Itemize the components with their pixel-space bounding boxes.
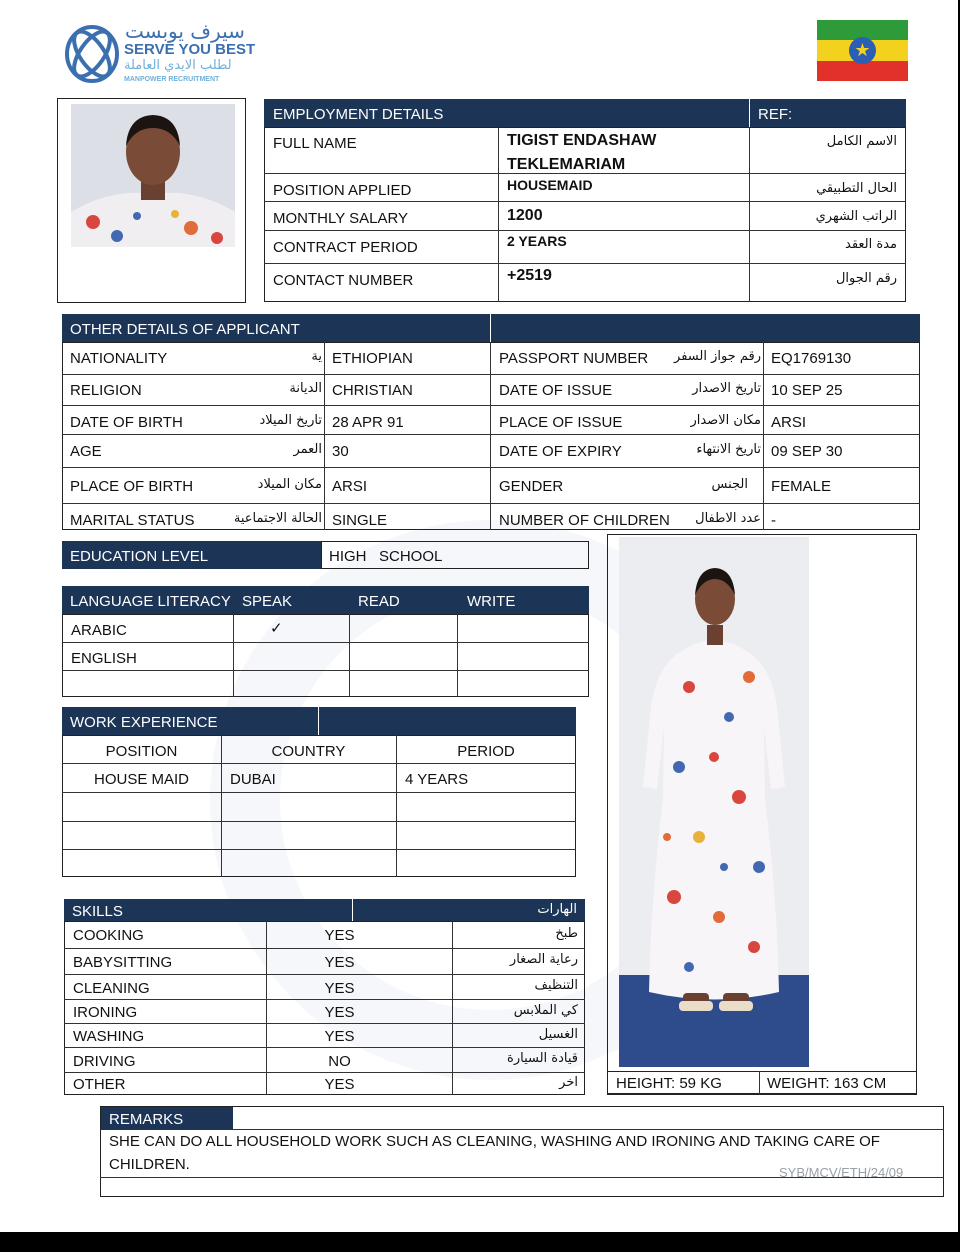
- position-value: HOUSEMAID: [507, 177, 593, 193]
- religion-label: RELIGION: [70, 382, 142, 399]
- marital-arabic: الحالة الاجتماعية: [233, 511, 322, 526]
- language-col-read: READ: [358, 593, 400, 610]
- remarks-title: REMARKS: [109, 1111, 184, 1128]
- full-body-photo: [619, 537, 809, 1067]
- gender-label: GENDER: [499, 478, 564, 495]
- skill-other-arabic: اخر: [559, 1075, 578, 1090]
- skill-driving: DRIVING: [73, 1053, 136, 1070]
- language-col-lang: LANGUAGE LITERACY: [70, 593, 231, 610]
- contract-value: 2 YEARS: [507, 233, 567, 249]
- language-english: ENGLISH: [71, 650, 137, 667]
- nationality-arabic: ية: [311, 349, 322, 364]
- work-col-period: PERIOD: [457, 743, 515, 760]
- gender-value: FEMALE: [771, 478, 832, 495]
- salary-label: MONTHLY SALARY: [273, 210, 409, 227]
- work-col-country: COUNTRY: [271, 743, 346, 760]
- religion-arabic: الديانة: [289, 381, 322, 396]
- remarks-box: [100, 1106, 944, 1197]
- employment-title: EMPLOYMENT DETAILS: [273, 106, 444, 123]
- issue-place-label: PLACE OF ISSUE: [499, 414, 623, 431]
- pob-label: PLACE OF BIRTH: [70, 478, 194, 495]
- contact-value: +2519: [507, 267, 552, 284]
- contact-label: CONTACT NUMBER: [273, 272, 414, 289]
- work-col-position: POSITION: [105, 743, 178, 760]
- language-table: [62, 614, 589, 697]
- skill-cleaning: CLEANING: [73, 980, 150, 997]
- children-value: -: [771, 512, 776, 529]
- logo-arabic-sub: لطلب الايدي العاملة: [124, 58, 232, 73]
- employment-header: [264, 99, 906, 127]
- skill-babysitting-arabic: رعاية الصغار: [509, 952, 578, 967]
- skill-washing-value: YES: [324, 1028, 355, 1045]
- logo-sub: MANPOWER RECRUITMENT: [124, 76, 220, 83]
- passport-value: EQ1769130: [771, 350, 852, 367]
- expiry-value: 09 SEP 30: [771, 443, 843, 460]
- skill-ironing: IRONING: [73, 1004, 138, 1021]
- issue-place-arabic: مكان الاصدار: [690, 413, 761, 428]
- issue-date-label: DATE OF ISSUE: [499, 382, 613, 399]
- work-row-country: DUBAI: [230, 771, 276, 788]
- skill-cooking-arabic: طبخ: [555, 926, 578, 941]
- expiry-label: DATE OF EXPIRY: [499, 443, 622, 460]
- skill-driving-arabic: قيادة السيارة: [507, 1051, 578, 1066]
- children-arabic: عدد الاطفال: [695, 511, 761, 526]
- children-label: NUMBER OF CHILDREN: [499, 512, 670, 529]
- company-logo-icon: [62, 22, 122, 86]
- pob-arabic: مكان الميلاد: [257, 477, 322, 492]
- remarks-line1: SHE CAN DO ALL HOUSEHOLD WORK SUCH AS CLEANING, WASHING AND IRONING AND TAKING CARE OF: [109, 1133, 880, 1150]
- skill-washing-arabic: الغسيل: [538, 1027, 578, 1042]
- full-name-label: FULL NAME: [273, 135, 357, 152]
- skill-cleaning-arabic: التنظيف: [534, 978, 578, 993]
- issue-place-value: ARSI: [771, 414, 807, 431]
- work-title: WORK EXPERIENCE: [70, 714, 218, 731]
- skills-title-arabic: الهارات: [537, 902, 577, 917]
- skill-washing: WASHING: [73, 1028, 145, 1045]
- skill-driving-value: NO: [328, 1053, 351, 1070]
- work-header: [62, 707, 576, 735]
- position-arabic: الحال التطبيقي: [816, 181, 897, 196]
- work-row-period: 4 YEARS: [405, 771, 469, 788]
- full-name-value-line1: TIGIST ENDASHAW: [507, 132, 657, 149]
- gender-arabic: الجنس: [711, 477, 748, 492]
- skills-header: [64, 899, 585, 921]
- profile-photo: [71, 104, 235, 247]
- education-title: EDUCATION LEVEL: [70, 548, 209, 565]
- skill-cooking: COOKING: [73, 927, 144, 944]
- dob-value: 28 APR 91: [332, 414, 404, 431]
- full-name-arabic: الاسم الكامل: [826, 134, 897, 149]
- skill-babysitting: BABYSITTING: [73, 954, 173, 971]
- language-arabic-speak-check: ✓: [270, 620, 283, 637]
- skill-ironing-value: YES: [324, 1004, 355, 1021]
- height-value: HEIGHT: 59 KG: [616, 1075, 722, 1092]
- nationality-label: NATIONALITY: [70, 350, 168, 367]
- logo-arabic: سيرف يوبست: [125, 19, 245, 43]
- language-col-write: WRITE: [467, 593, 516, 610]
- dob-label: DATE OF BIRTH: [70, 414, 183, 431]
- skill-babysitting-value: YES: [324, 954, 355, 971]
- dob-arabic: تاريخ الميلاد: [259, 413, 322, 428]
- education-value: HIGH SCHOOL: [329, 548, 443, 565]
- language-header: [62, 586, 589, 614]
- salary-value: 1200: [507, 207, 543, 224]
- nationality-value: ETHIOPIAN: [332, 350, 413, 367]
- document-code: SYB/MCV/ETH/24/09: [779, 1165, 904, 1180]
- profile-photo-frame: [57, 98, 246, 303]
- skill-other: OTHER: [73, 1076, 126, 1093]
- age-value: 30: [332, 443, 349, 460]
- contract-label: CONTRACT PERIOD: [273, 239, 418, 256]
- marital-value: SINGLE: [332, 512, 388, 529]
- logo-english: SERVE YOU BEST: [124, 41, 256, 58]
- contract-arabic: مدة العقد: [845, 237, 897, 252]
- language-arabic: ARABIC: [71, 622, 127, 639]
- pob-value: ARSI: [332, 478, 368, 495]
- age-label: AGE: [70, 443, 102, 460]
- skill-ironing-arabic: كي الملابس: [513, 1003, 578, 1018]
- skill-cooking-value: YES: [324, 927, 355, 944]
- remarks-line2: CHILDREN.: [109, 1156, 190, 1173]
- contact-arabic: رقم الجوال: [835, 271, 897, 286]
- skill-other-value: YES: [324, 1076, 355, 1093]
- position-label: POSITION APPLIED: [273, 182, 412, 199]
- work-row-position: HOUSE MAID: [93, 771, 189, 788]
- issue-date-value: 10 SEP 25: [771, 382, 843, 399]
- issue-date-arabic: تاريخ الاصدار: [692, 381, 761, 396]
- other-details-header: [62, 314, 920, 342]
- expiry-arabic: تاريخ الانتهاء: [696, 442, 761, 457]
- other-details-title: OTHER DETAILS OF APPLICANT: [70, 321, 300, 338]
- language-col-speak: SPEAK: [242, 593, 293, 610]
- passport-arabic: رقم جواز السفر: [674, 349, 761, 364]
- education-header: [62, 541, 321, 569]
- ethiopia-flag-icon: ★: [817, 20, 908, 81]
- religion-value: CHRISTIAN: [332, 382, 413, 399]
- weight-value: WEIGHT: 163 CM: [767, 1075, 887, 1092]
- ref-label: REF:: [758, 106, 793, 123]
- salary-arabic: الراتب الشهري: [815, 209, 897, 224]
- skill-cleaning-value: YES: [324, 980, 355, 997]
- marital-label: MARITAL STATUS: [70, 512, 195, 529]
- skills-title: SKILLS: [72, 903, 123, 920]
- age-arabic: العمر: [293, 442, 322, 457]
- passport-label: PASSPORT NUMBER: [499, 350, 649, 367]
- full-name-value-line2: TEKLEMARIAM: [507, 156, 626, 173]
- other-details-table: [62, 342, 920, 530]
